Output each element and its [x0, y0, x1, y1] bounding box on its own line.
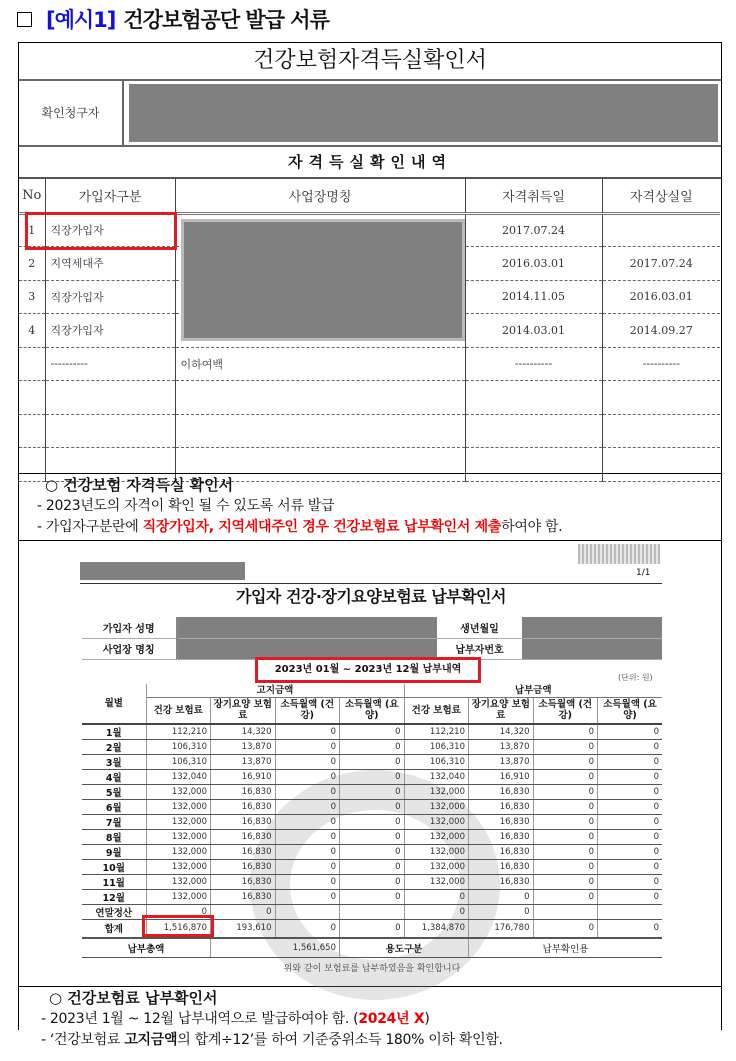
- month-cell: 9월: [82, 845, 146, 860]
- highlight-box: [142, 915, 214, 937]
- redacted-block: [181, 219, 465, 341]
- month-cell: 10월: [82, 860, 146, 875]
- amount-cell: 13,870: [211, 740, 276, 755]
- col-subheader: 건강 보험료: [404, 697, 469, 724]
- amount-cell: 132,000: [146, 830, 211, 845]
- info-label: 사업장 명칭: [82, 638, 177, 659]
- amount-cell: 14,320: [469, 724, 534, 740]
- amount-cell: 16,830: [211, 785, 276, 800]
- cell-acquired: 2014.03.01: [465, 314, 602, 348]
- amount-cell: 16,830: [469, 860, 534, 875]
- amount-cell: 106,310: [146, 755, 211, 770]
- amount-cell: 0: [340, 845, 405, 860]
- page-number: 1/1: [636, 568, 651, 578]
- amount-cell: 13,870: [211, 755, 276, 770]
- amount-cell: 0: [275, 815, 340, 830]
- amount-cell: 0: [275, 890, 340, 905]
- certificate-title: 건강보험자격득실확인서: [19, 43, 721, 81]
- cell-lost: 2017.07.24: [602, 247, 720, 281]
- amount-cell: 132,040: [146, 770, 211, 785]
- month-cell: 5월: [82, 785, 146, 800]
- amount-cell: 132,000: [404, 875, 469, 890]
- barcode-icon: [578, 544, 660, 564]
- payment-doc-title: 가입자 건강·장기요양보험료 납부확인서: [236, 587, 506, 606]
- example-tag: [예시1]: [46, 8, 116, 32]
- cell-lost: 2014.09.27: [602, 314, 720, 348]
- col-subheader: 건강 보험료: [146, 697, 211, 724]
- table-row: [82, 755, 662, 770]
- col-subheader: 장기요양 보험료: [469, 697, 534, 724]
- col-subheader: 소득월액 (요양): [340, 697, 405, 724]
- amount-cell: 0: [340, 830, 405, 845]
- amount-cell: 0: [598, 890, 663, 905]
- amount-cell: 0: [275, 845, 340, 860]
- amount-cell: 0: [275, 724, 340, 740]
- month-cell: 7월: [82, 815, 146, 830]
- amount-cell: 0: [275, 830, 340, 845]
- redacted-block: [177, 638, 437, 659]
- col-header: 자격취득일: [465, 179, 602, 213]
- amount-cell: 0: [533, 740, 598, 755]
- amount-cell: 0: [598, 875, 663, 890]
- cell-no: 3: [19, 280, 45, 314]
- use-value: 납부확인용: [469, 938, 663, 958]
- amount-cell: 16,910: [211, 770, 276, 785]
- amount-cell: 16,830: [211, 845, 276, 860]
- amount-cell: 0: [598, 845, 663, 860]
- amount-cell: 0: [275, 800, 340, 815]
- amount-cell: 0: [275, 740, 340, 755]
- col-header: 자격상실일: [602, 179, 720, 213]
- amount-cell: 0: [598, 800, 663, 815]
- cell-type: [45, 414, 175, 448]
- info-label: 납부자번호: [437, 638, 522, 659]
- cell-name: [175, 381, 465, 415]
- amount-cell: 16,830: [211, 830, 276, 845]
- table-row: [82, 845, 662, 860]
- col-header: No: [19, 179, 45, 213]
- note-line: [37, 517, 721, 538]
- note-qualification: [19, 473, 721, 541]
- amount-cell: 0: [275, 860, 340, 875]
- amount-cell: 16,830: [469, 875, 534, 890]
- cell-acquired: [465, 381, 602, 415]
- amount-cell: 132,040: [404, 770, 469, 785]
- note-text: 하여야 함.: [501, 519, 563, 535]
- note-line: [41, 1030, 721, 1051]
- amount-cell: 106,310: [404, 740, 469, 755]
- note-highlight: 2024년 X: [358, 1011, 425, 1027]
- amount-cell: 0: [598, 755, 663, 770]
- amount-cell: 16,910: [469, 770, 534, 785]
- amount-cell: 16,830: [211, 800, 276, 815]
- info-label: 가입자 성명: [82, 617, 177, 638]
- table-row: [19, 347, 720, 381]
- use-label: 용도구분: [340, 938, 469, 958]
- amount-cell: 0: [533, 724, 598, 740]
- month-cell: 8월: [82, 830, 146, 845]
- note-heading: ○ 건강보험 자격득실 확인서: [45, 476, 234, 494]
- note-text: - 가입자구분란에: [37, 519, 143, 535]
- amount-cell: 16,830: [469, 830, 534, 845]
- amount-cell: [275, 905, 340, 920]
- highlight-box: [25, 212, 177, 250]
- col-group-header: 고지금액: [146, 684, 404, 697]
- amount-cell: 0: [533, 890, 598, 905]
- amount-cell: 0: [340, 875, 405, 890]
- amount-cell: 0: [533, 845, 598, 860]
- table-row: [82, 890, 662, 905]
- amount-cell: 0: [275, 875, 340, 890]
- cell-no: [19, 414, 45, 448]
- amount-cell: 0: [598, 724, 663, 740]
- cell-lost: 2016.03.01: [602, 280, 720, 314]
- amount-cell: 0: [340, 920, 405, 938]
- cell-name: 이하여백: [175, 347, 465, 381]
- amount-cell: 0: [533, 830, 598, 845]
- cell-name: [175, 414, 465, 448]
- amount-cell: 0: [598, 920, 663, 938]
- amount-cell: 132,000: [146, 800, 211, 815]
- redacted-block: [522, 617, 662, 638]
- cell-no: [19, 347, 45, 381]
- note-bold: 고지금액: [124, 1032, 178, 1048]
- amount-cell: 132,000: [146, 890, 211, 905]
- cell-lost: [602, 414, 720, 448]
- note-line: [41, 1009, 721, 1030]
- amount-cell: 0: [404, 905, 469, 920]
- table-row: [82, 800, 662, 815]
- amount-cell: 0: [340, 890, 405, 905]
- amount-cell: 0: [340, 785, 405, 800]
- amount-cell: [533, 905, 598, 920]
- amount-cell: 132,000: [146, 860, 211, 875]
- amount-cell: 0: [533, 770, 598, 785]
- note-text: 의 합계÷12’를 하여 기준중위소득 180% 이하 확인함.: [177, 1032, 503, 1048]
- amount-cell: 0: [340, 770, 405, 785]
- amount-cell: 112,210: [404, 724, 469, 740]
- amount-cell: 16,830: [211, 875, 276, 890]
- month-cell: 4월: [82, 770, 146, 785]
- month-cell: 12월: [82, 890, 146, 905]
- amount-cell: 0: [275, 770, 340, 785]
- col-header: 월별: [82, 684, 146, 724]
- amount-cell: 132,000: [146, 875, 211, 890]
- section-title: 자격득실확인내역: [19, 147, 721, 179]
- amount-cell: 0: [598, 770, 663, 785]
- amount-cell: 16,830: [469, 800, 534, 815]
- table-row: [82, 815, 662, 830]
- amount-cell: 16,830: [469, 815, 534, 830]
- amount-cell: 0: [533, 755, 598, 770]
- amount-cell: 16,830: [211, 815, 276, 830]
- month-cell: 6월: [82, 800, 146, 815]
- amount-cell: 0: [469, 905, 534, 920]
- cell-lost: [602, 213, 720, 247]
- month-cell: 11월: [82, 875, 146, 890]
- month-cell: 1월: [82, 724, 146, 740]
- amount-cell: 0: [340, 800, 405, 815]
- amount-cell: 0: [533, 800, 598, 815]
- page-heading: [17, 4, 329, 34]
- amount-cell: 106,310: [404, 755, 469, 770]
- table-row: [82, 770, 662, 785]
- amount-cell: 106,310: [146, 740, 211, 755]
- cell-acquired: 2014.11.05: [465, 280, 602, 314]
- amount-cell: 0: [275, 785, 340, 800]
- amount-cell: 0: [598, 830, 663, 845]
- amount-cell: 0: [340, 755, 405, 770]
- cell-no: [19, 381, 45, 415]
- amount-cell: 16,830: [469, 785, 534, 800]
- table-row: [82, 740, 662, 755]
- amount-cell: 0: [598, 785, 663, 800]
- amount-cell: 1,516,870: [146, 920, 211, 938]
- note-text: ): [424, 1011, 430, 1027]
- col-header: 가입자구분: [45, 179, 175, 213]
- col-subheader: 소득월액 (건강): [275, 697, 340, 724]
- amount-cell: 132,000: [404, 800, 469, 815]
- amount-cell: 0: [533, 860, 598, 875]
- amount-cell: 0: [533, 875, 598, 890]
- month-cell: 3월: [82, 755, 146, 770]
- table-row: [19, 381, 720, 415]
- amount-cell: [340, 905, 405, 920]
- table-row: [82, 860, 662, 875]
- total-value: 1,561,650: [211, 938, 340, 958]
- amount-cell: 0: [404, 890, 469, 905]
- qualification-certificate-section: [18, 42, 722, 541]
- amount-cell: 176,780: [469, 920, 534, 938]
- amount-cell: 16,830: [211, 890, 276, 905]
- cell-acquired: 2017.07.24: [465, 213, 602, 247]
- amount-cell: 112,210: [146, 724, 211, 740]
- unit-label: (단위: 원): [618, 673, 653, 682]
- cell-type: [45, 381, 175, 415]
- col-subheader: 소득월액 (건강): [533, 697, 598, 724]
- sum-label: 합계: [82, 920, 146, 938]
- amount-cell: 193,610: [211, 920, 276, 938]
- total-label: 납부총액: [82, 938, 211, 958]
- amount-cell: 14,320: [211, 724, 276, 740]
- note-text: - 2023년 1월 ~ 12월 납부내역으로 발급하여야 함. (: [41, 1011, 359, 1027]
- amount-cell: 0: [275, 755, 340, 770]
- note-highlight: 직장가입자, 지역세대주인 경우 건강보험료 납부확인서 제출: [142, 519, 502, 535]
- table-row: [82, 724, 662, 740]
- month-cell: 연말정산: [82, 905, 146, 920]
- confirmation-text: 위와 같이 보험료를 납부하였음을 확인합니다: [283, 964, 461, 974]
- amount-cell: 132,000: [404, 845, 469, 860]
- cell-type: 직장가입자: [45, 213, 175, 247]
- amount-cell: 132,000: [404, 785, 469, 800]
- amount-cell: 0: [146, 905, 211, 920]
- redacted-block: [129, 84, 718, 142]
- amount-cell: 0: [340, 815, 405, 830]
- amount-cell: 132,000: [404, 815, 469, 830]
- amount-cell: 0: [533, 920, 598, 938]
- col-group-header: 납부금액: [404, 684, 662, 697]
- note-heading: ○ 건강보험료 납부확인서: [49, 989, 218, 1007]
- requester-row: [19, 81, 721, 147]
- amount-cell: 0: [340, 860, 405, 875]
- amount-cell: 1,384,870: [404, 920, 469, 938]
- amount-cell: [598, 905, 663, 920]
- amount-cell: 0: [211, 905, 276, 920]
- cell-type: 직장가입자: [45, 280, 175, 314]
- amount-cell: 132,000: [146, 815, 211, 830]
- amount-cell: 0: [275, 920, 340, 938]
- amount-cell: 0: [598, 740, 663, 755]
- cell-acquired: [465, 414, 602, 448]
- redacted-block: [80, 562, 245, 580]
- table-row: [19, 414, 720, 448]
- redacted-block: [522, 638, 662, 659]
- requester-label: 확인청구자: [19, 81, 124, 145]
- cell-acquired: 2016.03.01: [465, 247, 602, 281]
- info-label: 생년월일: [437, 617, 522, 638]
- amount-cell: 132,000: [404, 830, 469, 845]
- amount-cell: 13,870: [469, 755, 534, 770]
- total-row: [82, 938, 662, 958]
- cell-type: 직장가입자: [45, 314, 175, 348]
- amount-cell: 0: [533, 815, 598, 830]
- cell-type: ----------: [45, 347, 175, 381]
- amount-cell: 0: [469, 890, 534, 905]
- period-highlight: 2023년 01월 ~ 2023년 12월 납부내역: [255, 657, 481, 683]
- amount-cell: 132,000: [404, 860, 469, 875]
- cell-no: 2: [19, 247, 45, 281]
- cell-no: 4: [19, 314, 45, 348]
- month-cell: 2월: [82, 740, 146, 755]
- amount-cell: 0: [533, 785, 598, 800]
- amount-cell: 13,870: [469, 740, 534, 755]
- cell-type: 지역세대주: [45, 247, 175, 281]
- note-text: - ‘건강보험료: [41, 1032, 125, 1048]
- subscriber-info-table: [82, 617, 662, 660]
- col-subheader: 소득월액 (요양): [598, 697, 663, 724]
- amount-cell: 0: [340, 724, 405, 740]
- cell-acquired: ----------: [465, 347, 602, 381]
- cell-lost: [602, 381, 720, 415]
- cell-lost: ----------: [602, 347, 720, 381]
- table-row: [82, 875, 662, 890]
- amount-cell: 16,830: [469, 845, 534, 860]
- heading-title: 건강보험공단 발급 서류: [123, 8, 329, 32]
- table-row: [82, 785, 662, 800]
- amount-cell: 0: [598, 860, 663, 875]
- amount-cell: 16,830: [211, 860, 276, 875]
- redacted-block: [177, 617, 437, 638]
- amount-cell: 0: [340, 740, 405, 755]
- amount-cell: 132,000: [146, 845, 211, 860]
- amount-cell: 132,000: [146, 785, 211, 800]
- checkbox-icon: [17, 12, 32, 27]
- cell-no: 1: [19, 213, 45, 247]
- table-row: [82, 830, 662, 845]
- col-header: 사업장명칭: [175, 179, 465, 213]
- note-line: - 2023년도의 자격이 확인 될 수 있도록 서류 발급: [37, 498, 335, 514]
- amount-cell: 0: [598, 815, 663, 830]
- col-subheader: 장기요양 보험료: [211, 697, 276, 724]
